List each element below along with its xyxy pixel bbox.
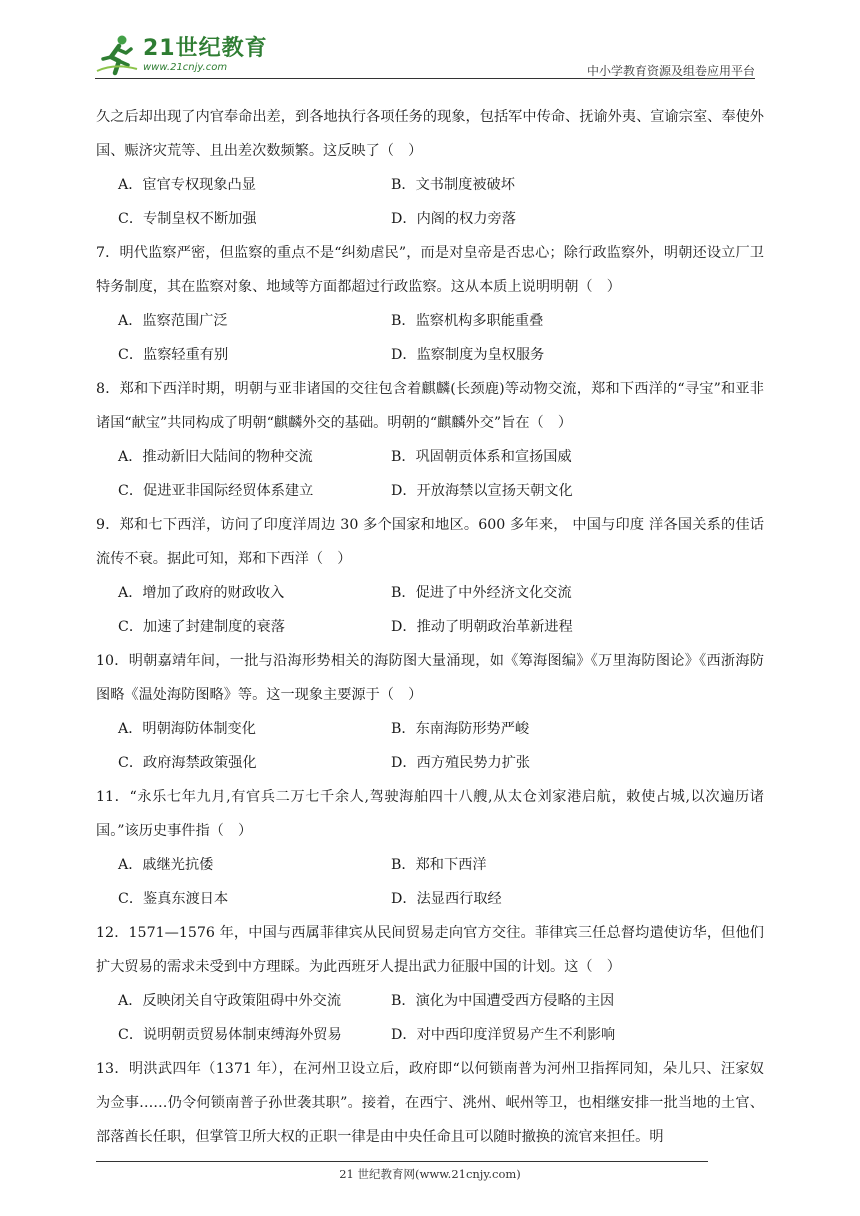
answer-option[interactable]: C．政府海禁政策强化 [118,755,257,771]
footer-divider [96,1161,708,1162]
footer-text: 21 世纪教育网(www.21cnjy.com) [339,1167,521,1181]
answer-option[interactable]: A．增加了政府的财政收入 [118,585,285,601]
answer-options [96,984,764,1052]
answer-option[interactable]: B．东南海防形势严峻 [391,721,530,737]
answer-option[interactable]: D．西方殖民势力扩张 [391,755,531,771]
header-divider [95,78,755,79]
answer-option[interactable]: A．反映闭关自守政策阻碍中外交流 [118,993,342,1009]
answer-option[interactable]: D．对中西印度洋贸易产生不利影响 [391,1027,616,1043]
answer-option[interactable]: C．说明朝贡贸易体制束缚海外贸易 [118,1027,342,1043]
answer-option[interactable]: B．促进了中外经济文化交流 [391,585,572,601]
question-stem: 9．郑和七下西洋，访问了印度洋周边 30 多个国家和地区。600 多年来， 中国与印度 洋各国关系的佳话流传不衰。据此可知，郑和下西洋（ ） [96,517,764,567]
answer-options [96,168,764,236]
logo-url: www.21cnjy.com [143,61,228,73]
question-block [96,100,764,236]
question-block [96,780,764,916]
question-block [96,644,764,780]
question-stem: 7．明代监察严密，但监察的重点不是“纠劾虐民”，而是对皇帝是否忠心；除行政监察外，明朝还设立厂卫特务制度，其在监察对象、地域等方面都超过行政监察。这从本质上说明明朝（ ） [96,245,764,295]
page-header [95,30,755,82]
answer-options [96,576,764,644]
answer-option[interactable]: C．监察轻重有别 [118,347,229,363]
answer-option[interactable]: B．演化为中国遭受西方侵略的主因 [391,993,615,1009]
answer-option[interactable]: D．推动了明朝政治革新进程 [391,619,573,635]
question-stem: 11．“永乐七年九月,有官兵二万七千余人,驾驶海舶四十八艘,从太仓刘家港启航，敕使占城,以次遍历诸国。”该历史事件指（ ） [96,789,764,839]
answer-option[interactable]: B．郑和下西洋 [391,857,487,873]
answer-option[interactable]: C．鉴真东渡日本 [118,891,229,907]
answer-options [96,440,764,508]
question-block [96,236,764,372]
answer-option[interactable]: A．推动新旧大陆间的物种交流 [118,449,313,465]
runner-logo-icon [95,33,139,77]
answer-option[interactable]: D．开放海禁以宣扬天朝文化 [391,483,573,499]
answer-option[interactable]: B．巩固朝贡体系和宣扬国威 [391,449,572,465]
site-logo[interactable] [95,32,268,78]
answer-option[interactable]: D．法显西行取经 [391,891,502,907]
answer-option[interactable]: D．监察制度为皇权服务 [391,347,545,363]
question-block [96,1052,764,1154]
answer-option[interactable]: A．明朝海防体制变化 [118,721,256,737]
answer-option[interactable]: C．促进亚非国际经贸体系建立 [118,483,314,499]
answer-options [96,712,764,780]
question-block [96,508,764,644]
answer-option[interactable]: A．戚继光抗倭 [118,857,214,873]
answer-option[interactable]: B．监察机构多职能重叠 [391,313,544,329]
answer-option[interactable]: A．宦官专权现象凸显 [118,177,256,193]
logo-brand: 21世纪教育 [143,35,268,61]
question-list [96,100,764,1154]
question-stem: 13．明洪武四年（1371 年），在河州卫设立后，政府即“以何锁南普为河州卫指挥同知，朵儿只、汪家奴为佥事……仍令何锁南普子孙世袭其职”。接着，在西宁、洮州、岷州等卫，也相继安排一批当地的土官、部落酋长任职，但掌管卫所大权的正职一律是由中央任命且可以随时撤换的流官来担任。明 [96,1061,764,1145]
answer-options [96,304,764,372]
answer-option[interactable]: A．监察范围广泛 [118,313,228,329]
question-block [96,372,764,508]
answer-option[interactable]: D．内阁的权力旁落 [391,211,516,227]
question-block [96,916,764,1052]
question-stem: 8．郑和下西洋时期，明朝与亚非诸国的交往包含着麒麟(长颈鹿)等动物交流，郑和下西洋的“寻宝”和亚非诸国“献宝”共同构成了明朝“麒麟外交的基础。明朝的“麒麟外交”旨在（ ） [96,381,764,431]
answer-option[interactable]: B．文书制度被破坏 [391,177,515,193]
answer-option[interactable]: C．加速了封建制度的衰落 [118,619,285,635]
question-stem: 10．明朝嘉靖年间，一批与沿海形势相关的海防图大量涌现，如《筹海图编》《万里海防图论》《西浙海防图略《温处海防图略》等。这一现象主要源于（ ） [96,653,764,703]
answer-option[interactable]: C．专制皇权不断加强 [118,211,257,227]
question-stem: 久之后却出现了内官奉命出差，到各地执行各项任务的现象，包括军中传命、抚谕外夷、宣谕宗室、奉使外国、赈济灾荒等、且出差次数频繁。这反映了（ ） [96,109,764,159]
platform-title: 中小学教育资源及组卷应用平台 [586,64,755,78]
question-stem: 12．1571—1576 年，中国与西属菲律宾从民间贸易走向官方交往。菲律宾三任总督均遣使访华，但他们扩大贸易的需求未受到中方理睬。为此西班牙人提出武力征服中国的计划。这（ ） [96,925,764,975]
answer-options [96,848,764,916]
